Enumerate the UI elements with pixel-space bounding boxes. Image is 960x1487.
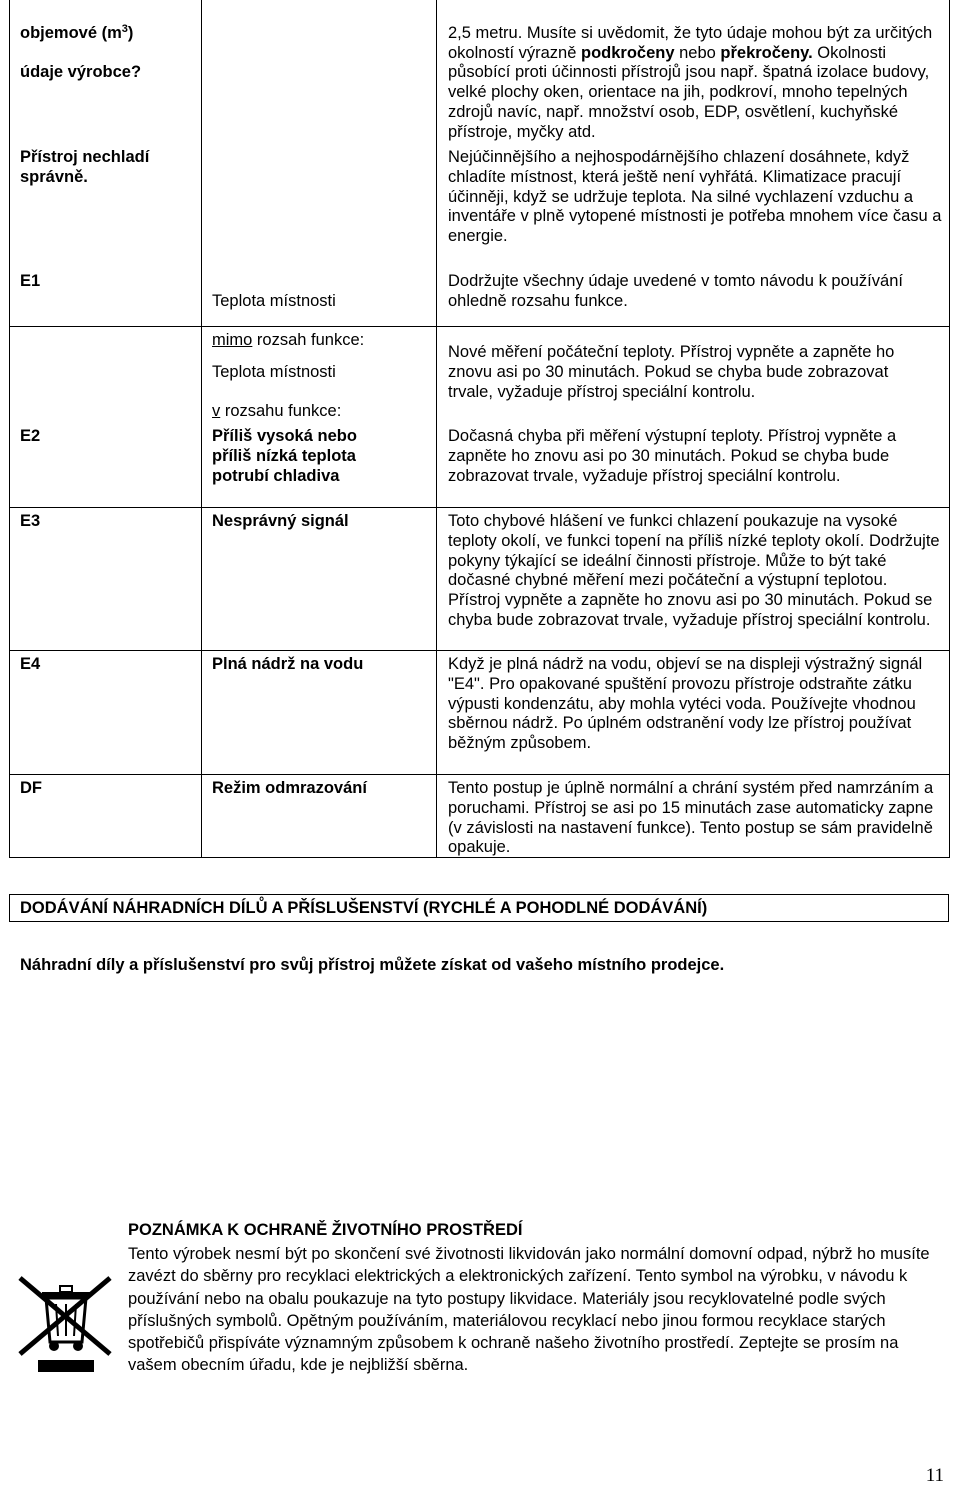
weee-bin-icon [8,1276,118,1374]
row-e3-code: E3 [20,512,41,530]
row-e1-code: E1 [20,272,41,290]
row1-col1: Přístroj nechladí správně. [20,148,150,186]
row-e3-col3: Toto chybové hlášení ve funkci chlazení poukazuje na vysoké teploty okolí, ve funkci topení na příliš nízké teploty okolí. Dodržujte pokyny týkající se ideální činnosti přístroje. Může to být také dočasné chybné měření mezi počáteční a výstupní teplotou. Přístroj vypněte a zapněte ho znovu asi po 30 minutách. Pokud se chyba bude zobrazovat trvale, vyžaduje přístroj speciální kontrolu. [448,512,940,629]
row-e4-col3: Když je plná nádrž na vodu, objeví se na displeji výstražný signál "E4". Pro opakované spuštění provozu přístroje odstraňte zátku výpusti kondenzátu, aby mohla vytéci voda. Používejte vhodnou sběrnou nádrž. Po úplném odstranění vody lze přístroj používat běžným způsobem. [448,655,923,753]
row0-col3: 2,5 metru. Musíte si uvědomit, že tyto údaje mohou být za určitých okolností výrazně podkročeny nebo překročeny. Okolnosti působící proti účinnosti přístrojů jsou např. špatná izolace budovy, velké plochy oken, orientace na jih, podkroví, mnoho tepelných zdrojů navíc, např. množství osob, EDP, osvětlení, kuchyňské přístroje, myčky atd. [448,23,933,141]
row-df-col2: Režim odmrazování [212,779,367,797]
row-e1b-col3: Nové měření počáteční teploty. Přístroj vypněte a zapněte ho znovu asi po 30 minutách. Pokud se chyba bude zobrazovat trvale, vyžaduje přístroj speciální kontrolu. [448,343,895,401]
spare-parts-text: Náhradní díly a příslušenství pro svůj přístroj můžete získat od vašeho místního prodejce. [20,956,725,974]
row-e1-col3: Dodržujte všechny údaje uvedené v tomto návodu k používání ohledně rozsahu funkce. [448,272,903,310]
row-df-col3: Tento postup je úplně normální a chrání systém před namrzáním a poruchami. Přístroj se asi po 15 minutách zase automaticky zapne (v závislosti na nastavení funkce). Tento postup se sám pravidelně opakuje. [448,779,934,857]
row-e3-col2: Nesprávný signál [212,512,349,530]
row-e1b-col2: Teplota místnosti v rozsahu funkce: [212,362,342,421]
environment-text: Tento výrobek nesmí být po skončení své životnosti likvidován jako normální domovní odpad, nýbrž ho musíte zavézt do sběrny pro recyklaci elektrických a elektronických zařízení. Tento symbol na výrobku, v návodu k používání nebo na obalu poukazuje na tyto postupy likvidace. Materiály jsou recyklovatelné podle svých příslušných symbolů. Opětným používáním, materiálovou recyklací nebo jinou formou recyklace starých spotřebičů přispíváte významným způsobem k ochraně našeho životního prostředí. Zeptejte se prosím na vašem obecním úřadu, kde je nejbližší sběrna. [128,1245,930,1375]
row-e2-col3: Dočasná chyba při měření výstupní teploty. Přístroj vypněte a zapněte ho znovu asi po 30 minutách. Pokud se chyba bude zobrazovat trvale, vyžaduje přístroj speciální kontrolu. [448,427,897,485]
row-e1-col2: Teplota místnosti mimo rozsah funkce: [212,291,365,350]
row-df-code: DF [20,779,42,797]
page-number: 11 [925,1465,944,1486]
row-e2-code: E2 [20,427,41,445]
row-e2-col2: Příliš vysoká nebo příliš nízká teplota potrubí chladiva [212,427,357,485]
spare-parts-heading: DODÁVÁNÍ NÁHRADNÍCH DÍLŮ A PŘÍSLUŠENSTVÍ (RYCHLÉ A POHODLNÉ DODÁVÁNÍ) [9,894,949,922]
row0-col1: objemové $(m^3)$ údaje výrobce? [20,22,142,82]
environment-heading: POZNÁMKA K OCHRANĚ ŽIVOTNÍHO PROSTŘEDÍ [128,1221,523,1239]
row1-col3: Nejúčinnějšího a nejhospodárnějšího chlazení dosáhnete, když chladíte místnost, která ještě není vyhřátá. Klimatizace pracují účinněji, když se udržuje teplota. Na silné vychlazení vzduchu a inventáře v plně vytopené místnosti je potřeba mnohem více času a energie. [448,148,942,246]
row-e4-col2: Plná nádrž na vodu [212,655,364,673]
row-e4-code: E4 [20,655,41,673]
superscript-3: 3 [121,22,128,35]
